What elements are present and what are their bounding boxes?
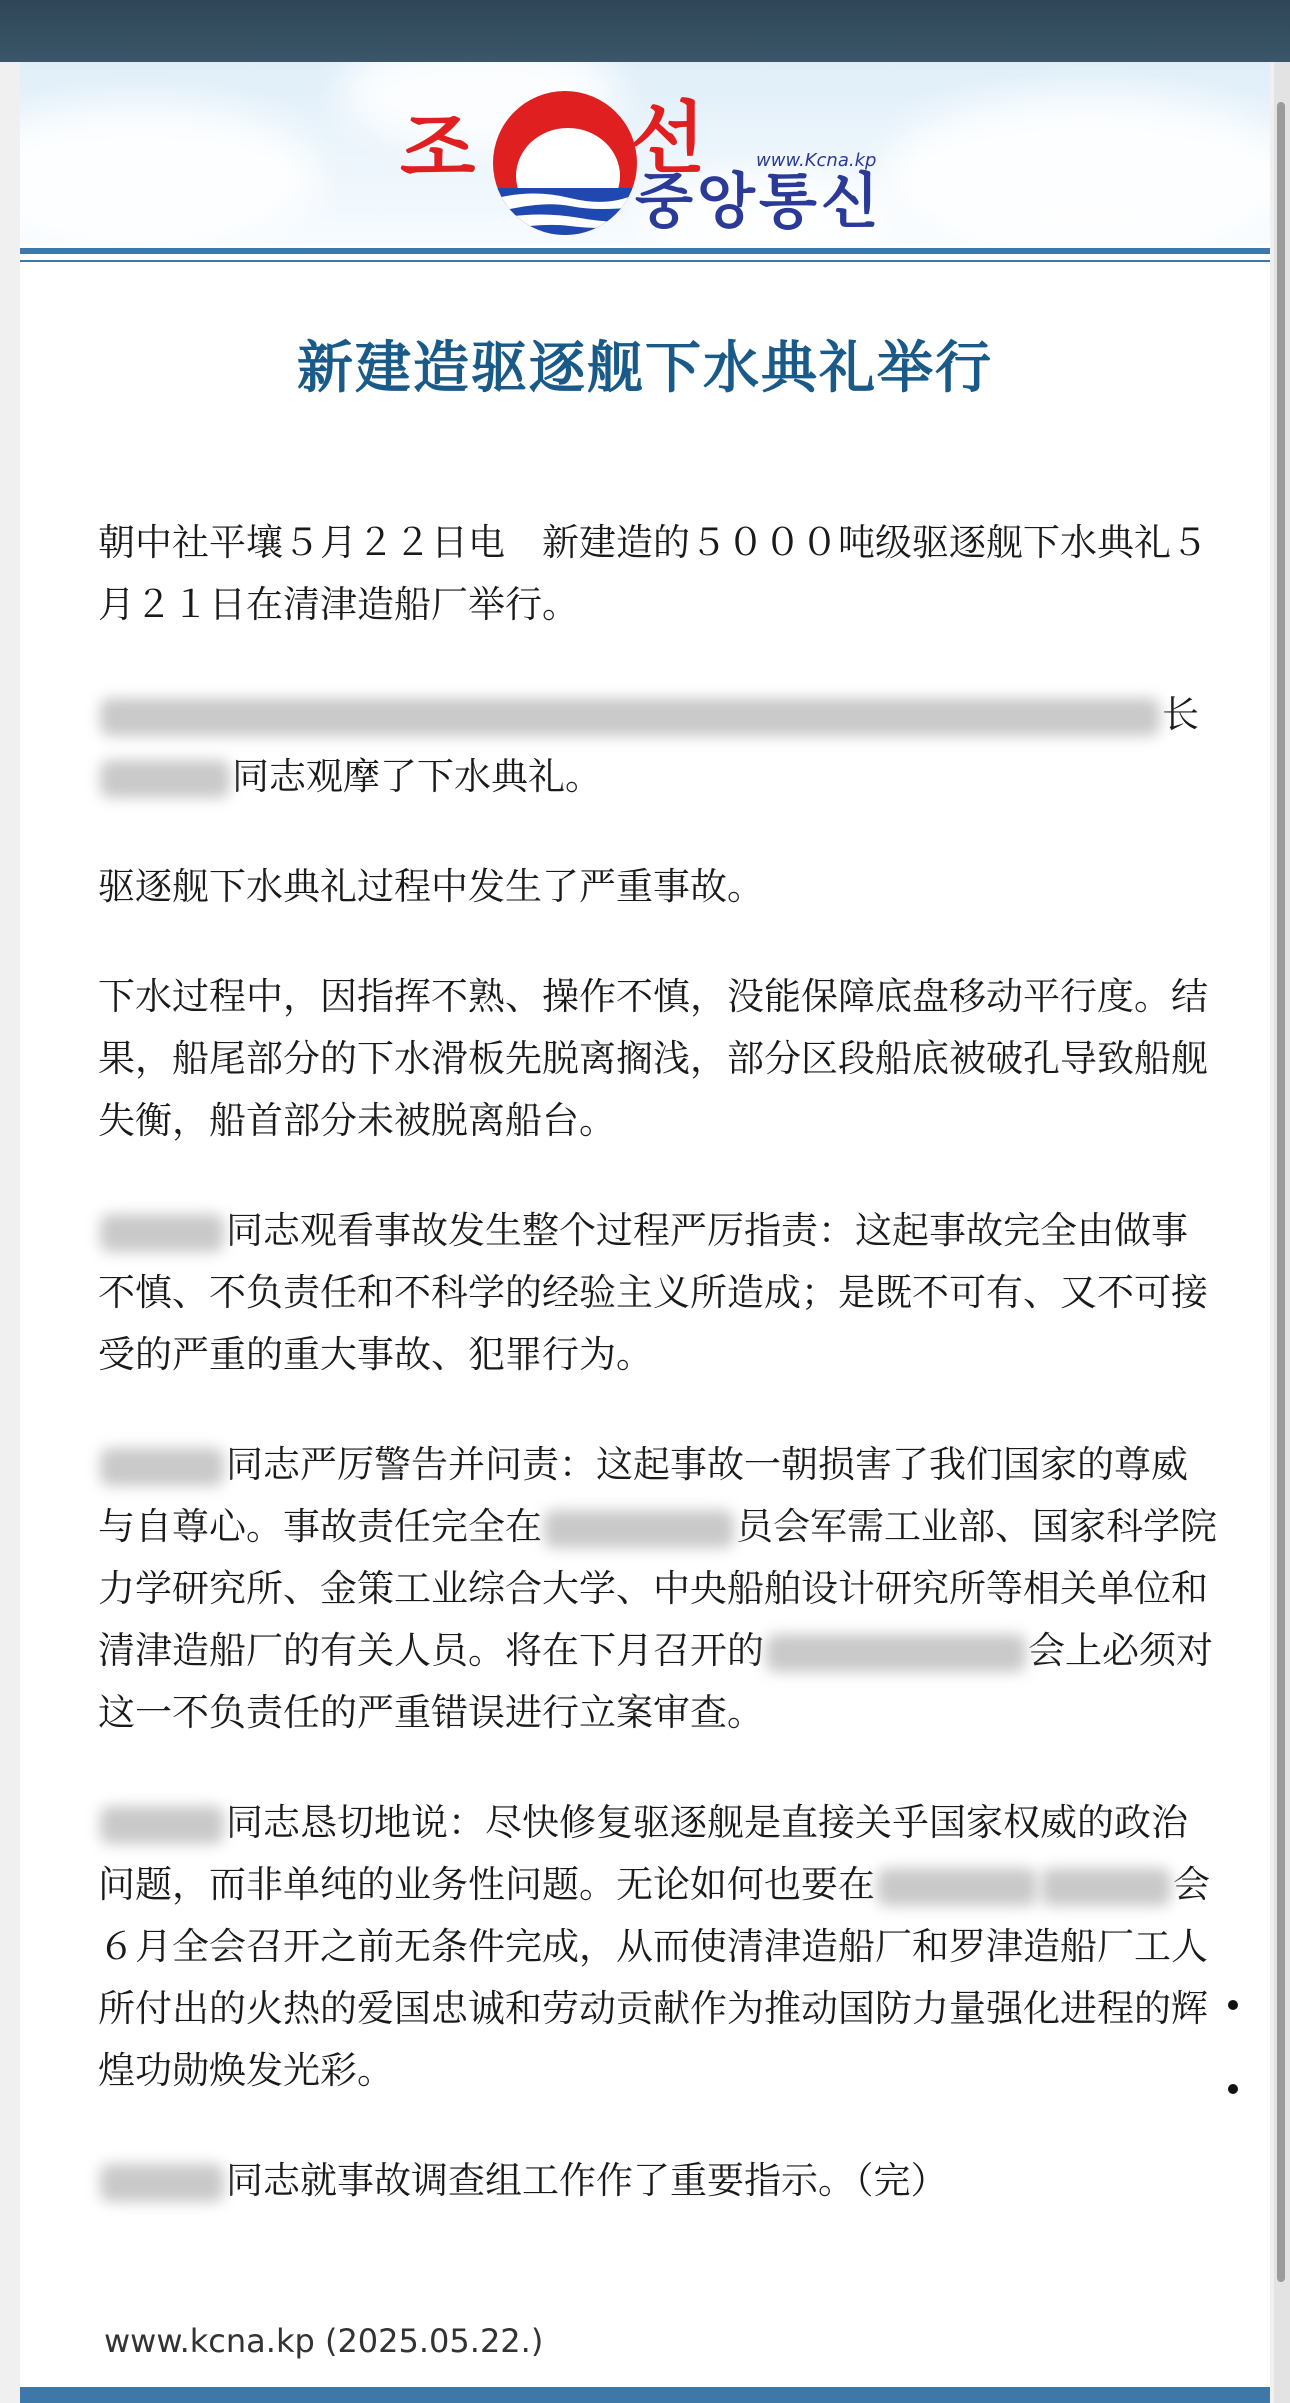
redacted-text bbox=[100, 760, 230, 798]
header-divider-thin bbox=[20, 260, 1270, 262]
logo-text-seon: 선 bbox=[630, 94, 708, 184]
paragraph-text: 会上必须对这一不负责任的严重错误进行立案审查。 bbox=[98, 1629, 1213, 1734]
bullet-dot bbox=[1228, 2084, 1238, 2094]
header-divider bbox=[20, 248, 1270, 254]
paragraph-7 bbox=[98, 1792, 1218, 2102]
paragraph-6 bbox=[98, 1434, 1218, 1744]
paragraph-text: 同志就事故调查组工作作了重要指示。（完） bbox=[226, 2159, 948, 2202]
redacted-text bbox=[100, 1806, 224, 1844]
kcna-logo[interactable] bbox=[380, 80, 940, 240]
redacted-text bbox=[100, 1214, 224, 1252]
article-footer-source[interactable]: www.kcna.kp (2025.05.22.) bbox=[104, 2322, 544, 2360]
footer-divider bbox=[20, 2387, 1270, 2403]
paragraph-4 bbox=[98, 966, 1218, 1152]
article-page bbox=[20, 62, 1270, 2403]
logo-text-bottom: 중앙통신 bbox=[635, 167, 883, 237]
redacted-text bbox=[100, 2164, 224, 2202]
top-status-bar bbox=[0, 0, 1290, 62]
article-body bbox=[98, 512, 1218, 2260]
paragraph-text: 同志观看事故发生整个过程严厉指责：这起事故完全由做事不慎、不负责任和不科学的经验主义所造成；是既不可有、又不可接受的严重的重大事故、犯罪行为。 bbox=[98, 1209, 1208, 1376]
paragraph-5 bbox=[98, 1200, 1218, 1386]
redacted-text bbox=[100, 698, 1160, 736]
paragraph-3 bbox=[98, 856, 1218, 918]
paragraph-text: 驱逐舰下水典礼过程中发生了严重事故。 bbox=[98, 865, 764, 908]
paragraph-text: 长 bbox=[1162, 693, 1199, 736]
redacted-text bbox=[1041, 1868, 1171, 1906]
cloud-decoration bbox=[20, 102, 320, 244]
redacted-text bbox=[544, 1510, 734, 1548]
paragraph-text: 会６月全会召开之前无条件完成，从而使清津造船厂和罗津造船厂工人所付出的火热的爱国忠诚和劳动贡献作为推动国防力量强化进程的辉煌功勋焕发光彩。 bbox=[98, 1863, 1210, 2092]
paragraph-text: 朝中社平壤５月２２日电 新建造的５０００吨级驱逐舰下水典礼５月２１日在清津造船厂举行。 bbox=[98, 521, 1208, 626]
redacted-text bbox=[766, 1634, 1026, 1672]
logo-url[interactable]: www.Kcna.kp bbox=[756, 150, 877, 171]
scrollbar-thumb[interactable] bbox=[1277, 102, 1285, 2282]
paragraph-text: 同志严厉警告并问责：这起事故一朝损害了我们国家的尊威与自尊心。事故责任完全在 bbox=[98, 1443, 1188, 1548]
logo-text-jo: 조 bbox=[400, 104, 478, 194]
article-title: 新建造驱逐舰下水典礼举行 bbox=[297, 336, 993, 401]
site-header bbox=[20, 62, 1270, 244]
redacted-text bbox=[100, 1448, 224, 1486]
paragraph-2 bbox=[98, 684, 1218, 808]
paragraph-1 bbox=[98, 512, 1218, 636]
paragraph-text: 同志观摩了下水典礼。 bbox=[232, 755, 602, 798]
paragraph-text: 员会军需工业部、国家科学院力学研究所、金策工业综合大学、中央船舶设计研究所等相关单位和清津造船厂的有关人员。将在下月召开的 bbox=[98, 1505, 1217, 1672]
sun-sea-emblem-icon bbox=[490, 88, 640, 238]
redacted-text bbox=[877, 1868, 1037, 1906]
paragraph-text: 下水过程中，因指挥不熟、操作不慎，没能保障底盘移动平行度。结果，船尾部分的下水滑板先脱离搁浅，部分区段船底被破孔导致船舰失衡，船首部分未被脱离船台。 bbox=[98, 975, 1208, 1142]
paragraph-text: 同志恳切地说：尽快修复驱逐舰是直接关乎国家权威的政治问题，而非单纯的业务性问题。无论如何也要在 bbox=[98, 1801, 1188, 1906]
paragraph-8 bbox=[98, 2150, 1218, 2212]
page-scrollbar[interactable] bbox=[1274, 62, 1290, 2403]
bullet-dot bbox=[1228, 2000, 1238, 2010]
